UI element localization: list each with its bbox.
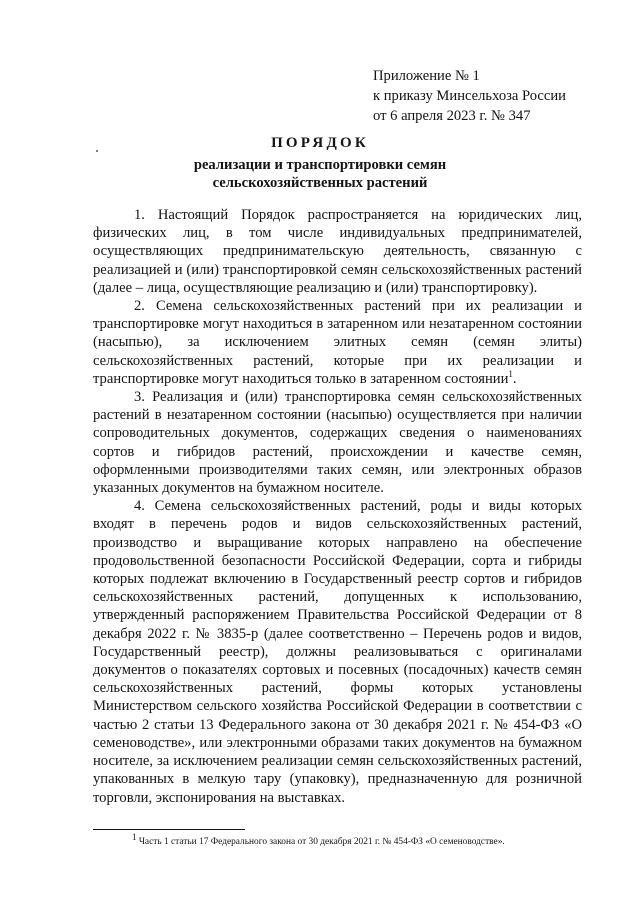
paragraph-4: 4. Семена сельскохозяйственных растений, роды и виды которых входят в перечень родов и видов сельскохозяйственных растений, производство и выращивание которых направлено на обеспечение продовольственной безопасности Российской Федерации, сорта и гибриды которых подлежат включению в Государственный реестр сортов и гибридов сельскохозяйственных растений, допущенных к использованию, утвержденный распоряжением Правительства Российской Федерации от 8 декабря 2022 г. № 3835-р (далее соответственно – Перечень родов и видов, Государственный реестр), должны реализовываться с оригиналами документов о показателях сортовых и посевных (посадочных) качеств семян сельскохозяйственных растений, формы которых установлены Министерством сельского хозяйства Российской Федерации в соответствии с частью 2 статьи 13 Федерального закона от 30 декабря 2021 г. № 454-ФЗ «О семеноводстве», или электронными образами таких документов на бумажном носителе, за исключением реализации семян сельскохозяйственных растений, упакованных в мелкую тару (упаковку), предназначенную для розничной торговли, экспонирования на выставках.: [93, 498, 582, 806]
paragraph-2: [93, 297, 582, 388]
footnote-text: Часть 1 статьи 17 Федерального закона от 30 декабря 2021 г. № 454-ФЗ «О семеноводстве».: [136, 837, 505, 847]
paragraph-2-end: .: [512, 370, 517, 387]
appendix-line-1: Приложение № 1: [373, 68, 480, 84]
footnote: [132, 831, 505, 848]
footnote-divider: [93, 829, 245, 830]
footnote-reference[interactable]: 1: [508, 368, 513, 379]
document-title: ПОРЯДОК: [271, 135, 369, 151]
appendix-line-3: от 6 апреля 2023 г. № 347: [373, 108, 531, 124]
paragraph-3: 3. Реализация и (или) транспортировка семян сельскохозяйственных растений в незатаренном состоянии (насыпью) осуществляется при наличии сопроводительных документов, содержащих сведения о наименованиях сортов и гибридов растений, происхождении и качестве семян, оформленными производителями таких семян, или электронных образов указанных документов на бумажном носителе.: [93, 389, 582, 497]
document-body: [93, 206, 582, 807]
document-subtitle: [170, 156, 470, 192]
subtitle-line-1: реализации и транспортировки семян: [193, 157, 447, 173]
subtitle-line-2: сельскохозяйственных растений: [212, 175, 428, 191]
footnote-marker: 1: [132, 831, 137, 842]
appendix-line-2: к приказу Минсельхоза России: [373, 88, 566, 104]
paragraph-1: 1. Настоящий Порядок распространяется на юридических лиц, физических лиц, в том числе индивидуальных предпринимателей, осуществляющих предпринимательскую деятельность, связанную с реализацией и (или) транспортировкой семян сельскохозяйственных растений (далее – лица, осуществляющие реализацию и (или) транспортировку).: [93, 207, 582, 296]
appendix-header: [373, 66, 566, 126]
paragraph-2-text: 2. Семена сельскохозяйственных растений при их реализации и транспортировке могут находиться в затаренном или незатаренном состоянии (насыпью), за исключением элитных семян (семян элиты) сельскохозяйственных растений, которые при их реализации и транспортировке могут находиться только в затаренном состоянии: [93, 298, 582, 387]
